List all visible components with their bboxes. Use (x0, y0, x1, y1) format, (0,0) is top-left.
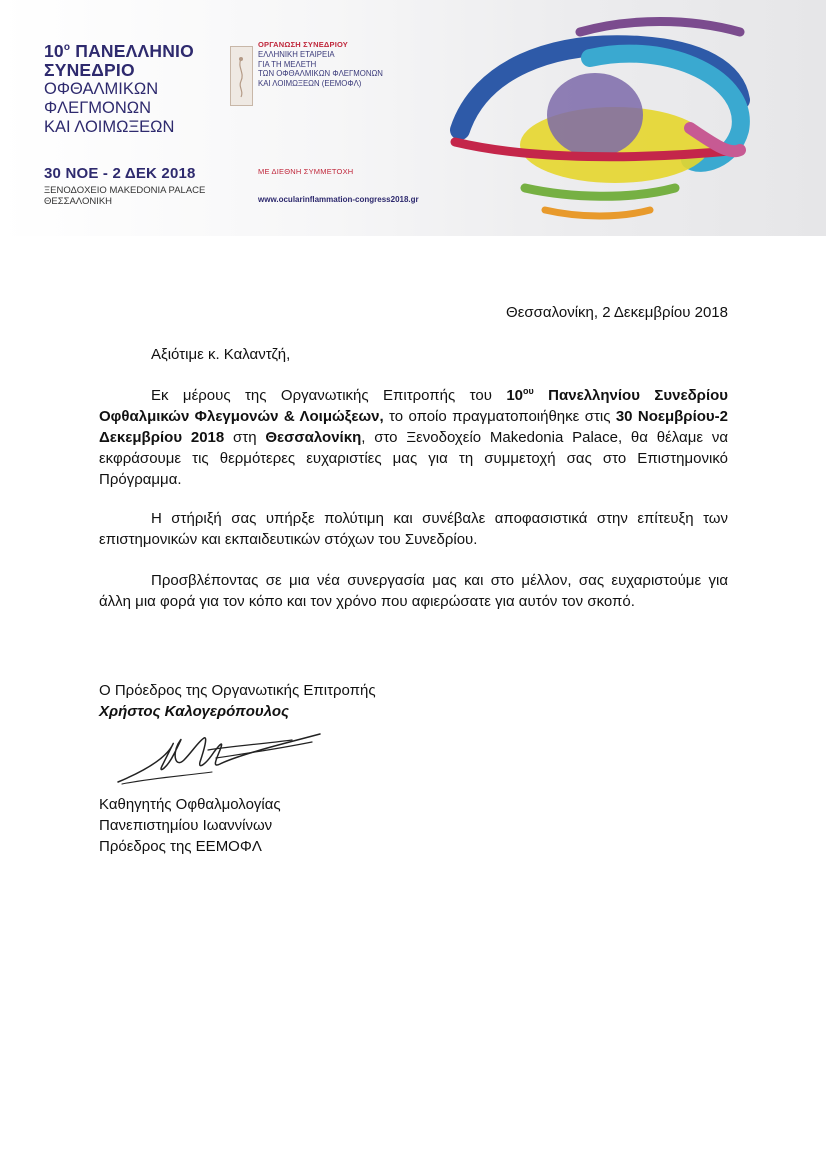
paragraph-closing: Προσβλέποντας σε μια νέα συνεργασία μας και στο μέλλον, σας ευχαριστούμε για άλλη μια φορά για τον κόπο και τον χρόνο που αφιερώσατε για αυτόν τον σκοπό. (99, 572, 728, 610)
conference-period: 30 Νοεμβρίου-2 Δεκεμβρίου 2018 (99, 408, 728, 446)
venue-line2: ΘΕΣΣΑΛΟΝΙΚΗ (44, 196, 113, 207)
organizer-block (258, 40, 438, 88)
conference-website: www.ocularinflammation-congress2018.gr (258, 195, 419, 204)
international-participation: ΜΕ ΔΙΕΘΝΗ ΣΥΜΜΕΤΟΧΗ (258, 167, 354, 176)
organizer-heading: ΟΡΓΑΝΩΣΗ ΣΥΝΕΔΡΙΟΥ (258, 40, 349, 49)
conference-title-block (44, 38, 244, 137)
conference-city: Θεσσαλονίκη (265, 429, 362, 446)
paragraph-support: Η στήριξή σας υπήρξε πολύτιμη και συνέβαλε αποφασιστικά στην επίτευξη των επιστημονικών και εκπαιδευτικών στόχων του Συνεδρίου. (99, 510, 728, 548)
organizer-line: ΤΩΝ ΟΦΘΑΛΜΙΚΩΝ ΦΛΕΓΜΟΝΩΝ (258, 69, 383, 79)
conference-venue (44, 185, 205, 207)
organizer-line: ΓΙΑ ΤΗ ΜΕΛΕΤΗ (258, 59, 317, 69)
signatory-role: Ο Πρόεδρος της Οργανωτικής Επιτροπής (99, 682, 376, 699)
signatory-title-line: Πανεπιστημίου Ιωαννίνων (99, 817, 273, 834)
handwritten-signature (112, 724, 327, 790)
salutation: Αξιότιμε κ. Καλαντζή, (151, 346, 291, 363)
conference-banner (0, 0, 826, 236)
conference-subtitle-line3: ΚΑΙ ΛΟΙΜΩΞΕΩΝ (44, 117, 175, 136)
conference-name: $10^{o\upsilon}$ Πανελληνίου Συνεδρίου Οφθαλμικών Φλεγμονών & Λοιμώξεων, (99, 386, 729, 425)
organizer-emblem-icon (231, 47, 252, 105)
organizer-line: ΕΛΛΗΝΙΚΗ ΕΤΑΙΡΕΙΑ (258, 50, 335, 59)
conference-subtitle-line1: ΟΦΘΑΛΜΙΚΩΝ (44, 79, 159, 98)
signatory-title-line: Πρόεδρος της ΕΕΜΟΦΛ (99, 838, 262, 855)
venue-line1: ΞΕΝΟΔΟΧΕΙΟ MAKEDONIA PALACE (44, 185, 206, 196)
signatory-name: Χρήστος Καλογερόπουλος (99, 703, 290, 720)
eye-logo-icon (440, 10, 826, 236)
conference-dates: 30 ΝΟΕ - 2 ΔΕΚ 2018 (44, 165, 196, 182)
letter-date: Θεσσαλονίκη, 2 Δεκεμβρίου 2018 (506, 304, 728, 321)
conference-title-line2: ΣΥΝΕΔΡΙΟ (44, 59, 135, 80)
conference-subtitle-line2: ΦΛΕΓΜΟΝΩΝ (44, 98, 152, 117)
signatory-titles (99, 794, 281, 857)
organizer-logo (230, 46, 253, 106)
paragraph-thanks: Εκ μέρους της Οργανωτικής Επιτροπής του $10^{o\upsilon}$ Πανελληνίου Συνεδρίου Οφθαλμικών Φλεγμονών & Λοιμώξεων, το οποίο πραγματοποιήθηκε στις 30 Νοεμβρίου-2 Δεκεμβρίου 2018 στη Θεσσαλονίκη, στο Ξενοδοχείο Makedonia Palace, θα θέλαμε να εκφράσουμε τις θερμότερες ευχαριστίες μας για τη συμμετοχή σας στο Επιστημονικό Πρόγραμμα. (99, 386, 729, 488)
signatory-title-line: Καθηγητής Οφθαλμολογίας (99, 796, 281, 813)
organizer-line: ΚΑΙ ΛΟΙΜΩΞΕΩΝ (ΕΕΜΟΦΛ) (258, 78, 362, 88)
conference-title: $10^o$ ΠΑΝΕΛΛΗΝΙΟ (44, 40, 194, 61)
